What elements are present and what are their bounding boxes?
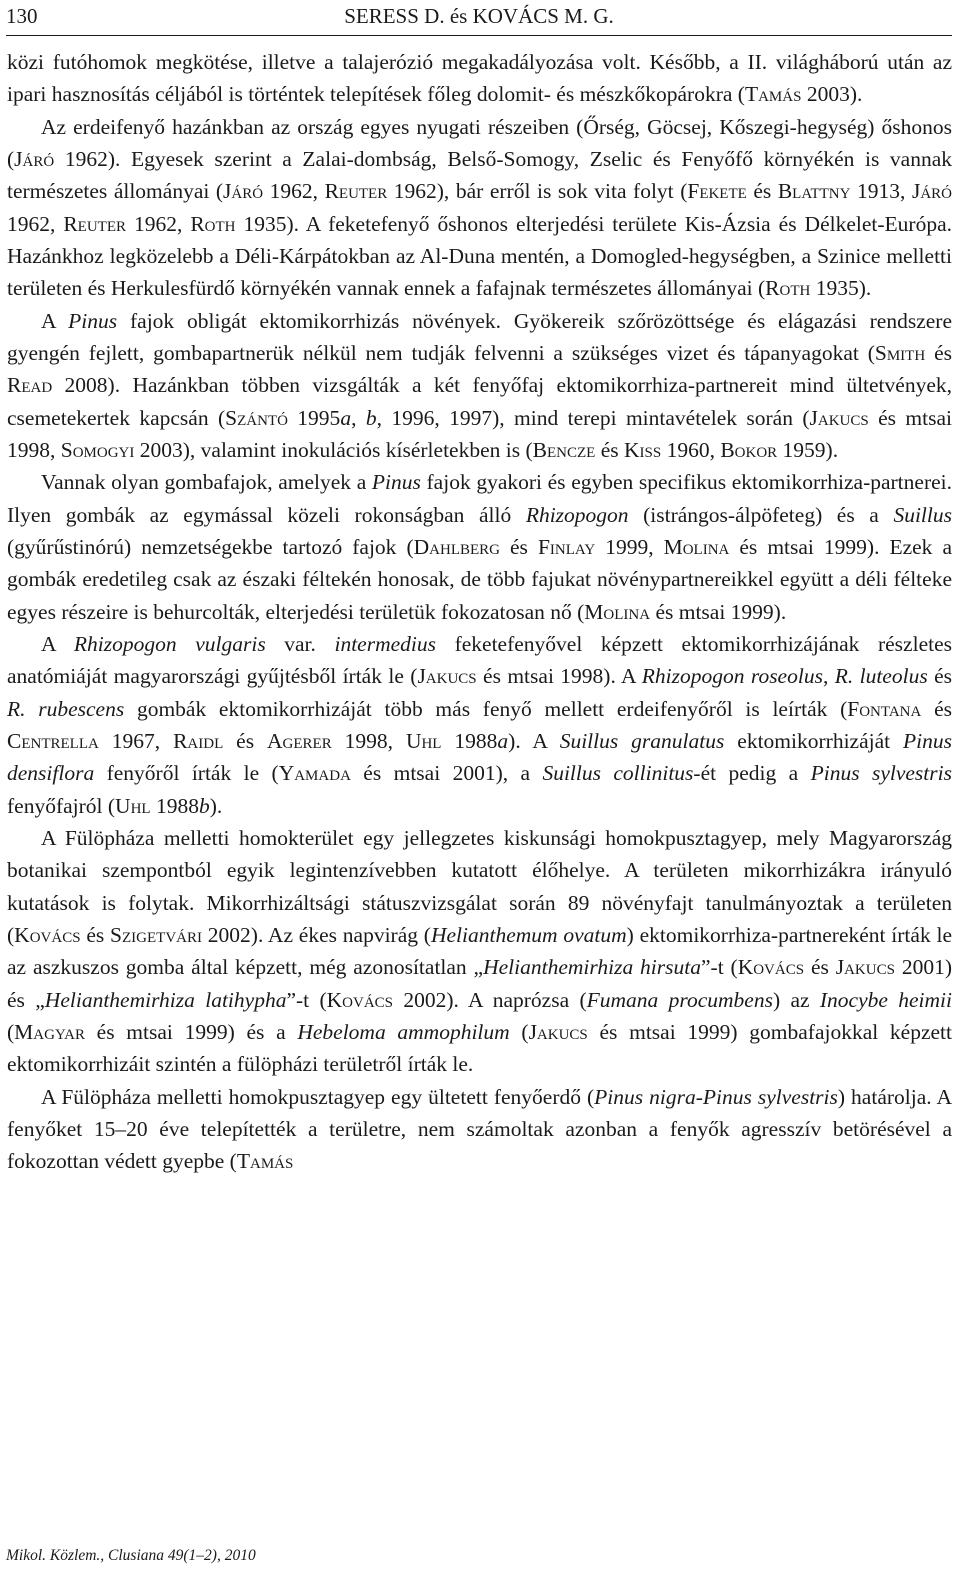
author-name: Tamás (236, 1149, 294, 1174)
text-run: 2003). (801, 82, 863, 107)
text-run: 1959). (777, 437, 839, 462)
text-run: 1988 (150, 793, 199, 818)
text-run: ( (509, 1019, 529, 1044)
text-run: 2001) és „ (7, 955, 952, 1012)
italic-term: a (340, 405, 352, 430)
author-name: Roth (765, 276, 811, 301)
italic-term: Helianthemirhiza hirsuta (483, 955, 701, 980)
italic-term: Rhizopogon vulgaris (73, 631, 266, 656)
text-run: ). (209, 793, 223, 818)
text-run: 1962, (263, 179, 325, 204)
author-name: Molina (584, 599, 651, 624)
text-run: fajok gyakori és egyben specifikus ektomikorrhiza-partnerei. Ilyen gombák az egymással közeli rokonságban álló (7, 470, 953, 527)
italic-term: Pinus sylvestris (810, 761, 952, 786)
text-run: ) határolja. A fenyőket 15–20 éve telepítették a területre, nem számoltak azonban a fenyők agresszív betörésével a fokozottan védett gyepbe ( (7, 1084, 952, 1174)
author-name: Kovács (326, 987, 394, 1012)
author-name: Jakucs (417, 664, 477, 689)
text-run: fajok obligát ektomikorrhizás növények. Gyökereik szőrözöttsége és elágazási rendszere gyengén fejlett, gombapartnerük nélkül nem tudják felvenni a szükséges vizet és tápanyagokat ( (7, 308, 952, 365)
text-run: és mtsai 1999) és a (84, 1019, 298, 1044)
text-run: , (822, 664, 835, 689)
text-run: és mtsai 1998). A (476, 664, 642, 689)
author-name: Tamás (744, 82, 802, 107)
italic-term: Helianthemirhiza latihypha (44, 987, 287, 1012)
author-name: Szigetvári (110, 922, 202, 947)
running-title: SERESS D. és KOVÁCS M. G. (344, 4, 614, 28)
italic-term: b (365, 405, 377, 430)
text-run: ). A (508, 728, 560, 753)
author-name: Fekete (687, 179, 747, 204)
author-name: Agerer (267, 728, 332, 753)
author-name: Uhl (115, 793, 151, 818)
author-name: Smith (874, 340, 926, 365)
text-run: feketefenyővel képzett ektomikorrhizájának részletes anatómiáját magyarországi gyűjtésből írták le ( (7, 631, 952, 689)
italic-term: Suillus granulatus (559, 728, 725, 753)
text-run: és mtsai 1998, (7, 405, 952, 462)
text-run: és (595, 437, 624, 462)
text-run: 1962), bár erről is sok vita folyt ( (387, 179, 688, 204)
author-name: Bencze (532, 437, 596, 462)
header-rule (6, 35, 952, 36)
text-run: és (925, 340, 952, 365)
author-name: Szántó (225, 405, 288, 430)
author-name: Fontana (847, 696, 922, 721)
text-run: és mtsai 1999) gombafajokkal képzett ektomikorrhizáit szintén a fülöpházi területről írták le. (7, 1019, 953, 1077)
italic-term: R. rubescens (7, 696, 125, 721)
author-name: Reuter (63, 211, 127, 236)
text-run: fenyőfajról ( (7, 793, 116, 818)
author-name: Centrella (7, 728, 99, 753)
paragraph (7, 111, 952, 305)
author-name: Kovács (14, 922, 81, 947)
article-body (7, 46, 952, 1177)
text-run: és (746, 179, 778, 204)
text-run: A Fülöpháza melletti homokpusztagyep egy ültetett fenyőerdő ( (41, 1084, 595, 1109)
italic-term: Inocybe heimii (819, 987, 953, 1012)
author-name: Somogyi (60, 437, 135, 462)
text-run: ”-t ( (701, 955, 738, 980)
paragraph (7, 305, 952, 467)
text-run: 2002). Az ékes napvirág ( (202, 922, 431, 947)
text-run: 1962). Egyesek szerint a Zalai-dombság, Belső-Somogy, Zselic és Fenyőfő környékén is vannak természetes állományai ( (7, 146, 952, 204)
author-name: Kiss (623, 437, 662, 462)
text-run: 1962, (7, 211, 64, 236)
paragraph (7, 628, 952, 822)
paragraph (7, 1081, 952, 1178)
author-name: Magyar (14, 1019, 85, 1044)
author-name: Kovács (737, 955, 805, 980)
author-name: Reuter (324, 179, 388, 204)
author-name: Jakucs (835, 955, 895, 980)
text-run: A Fülöpháza melletti homokterület egy jellegzetes kiskunsági homokpusztagyep, mely Magyarország botanikai szempontból egyik legintenzívebben kutatott élőhelye. A területen mikorrhizákra irányuló kutatások is folytak. Mikorrhizáltsági státuszvizsgálat során 89 növényfajt tanulmányoztak a területen ( (7, 825, 952, 947)
text-run: gombák ektomikorrhizáját több más fenyő mellett erdeifenyőről is leírták ( (124, 696, 848, 721)
italic-term: R. luteolus (834, 664, 928, 689)
author-name: Uhl (405, 728, 442, 753)
italic-term: b (198, 793, 210, 818)
page-header (6, 2, 952, 30)
italic-term: Hebeloma ammophilum (297, 1019, 510, 1044)
author-name: Blattny (777, 179, 851, 204)
italic-term: Pinus nigra-Pinus sylvestris (594, 1084, 838, 1109)
author-name: Járó (14, 146, 55, 171)
text-run: 1960, (661, 437, 721, 462)
text-run: , (351, 405, 366, 430)
italic-term: Suillus collinitus (542, 761, 694, 786)
author-name: Bokor (720, 437, 778, 462)
text-run: és (80, 922, 111, 947)
text-run: és (921, 696, 952, 721)
paragraph (7, 46, 952, 111)
text-run: és (499, 534, 538, 559)
text-run: 2008). Hazánkban többen vizsgálták a két fenyőfaj ektomikorrhiza-partnereit mind ültetvények, csemetekertek kapcsán ( (7, 373, 952, 430)
text-run: Az erdeifenyő hazánkban az ország egyes nyugati részeiben (Őrség, Göcsej, Kőszegi-hegység) őshonos ( (7, 114, 952, 171)
text-run: 1999, (595, 534, 664, 559)
text-run: 1935). (810, 276, 872, 301)
italic-term: Pinus (68, 308, 118, 333)
italic-term: intermedius (334, 631, 436, 656)
text-run: és mtsai 2001), a (350, 761, 543, 786)
text-run: 2002). A naprózsa ( (393, 987, 587, 1012)
text-run: var. (265, 631, 335, 656)
text-run: 1962, (126, 211, 191, 236)
page-number: 130 (6, 4, 38, 28)
author-name: Járó (223, 179, 264, 204)
text-run: Vannak olyan gombafajok, amelyek a (41, 470, 372, 495)
paragraph (7, 466, 952, 628)
author-name: Molina (663, 534, 730, 559)
author-name: Járó (911, 179, 952, 204)
italic-term: a (497, 728, 509, 753)
author-name: Jakucs (528, 1019, 588, 1044)
author-name: Dahlberg (413, 534, 500, 559)
author-name: Read (7, 373, 53, 398)
text-run: és (927, 664, 952, 689)
italic-term: Helianthemum ovatum (430, 922, 627, 947)
italic-term: Suillus (893, 502, 952, 527)
text-run: és (804, 955, 836, 980)
text-run: ”-t ( (286, 987, 327, 1012)
text-run: ektomikorrhizáját (724, 728, 904, 753)
text-run: fenyőről írták le ( (94, 761, 279, 786)
author-name: Jakucs (809, 405, 869, 430)
text-run: ) ektomikorrhiza-partnereként írták le az aszkuszos gomba által képzett, még azonosítatlan „ (7, 922, 953, 980)
author-name: Yamada (278, 761, 351, 786)
text-run: 1998, (331, 728, 406, 753)
text-run: A (41, 631, 74, 656)
author-name: Roth (190, 211, 236, 236)
author-name: Raidl (173, 728, 224, 753)
text-run: 1935). A feketefenyő őshonos elterjedési területe Kis-Ázsia és Délkelet-Európa. Hazánkhoz legközelebb a Déli-Kárpátokban az Al-Duna mentén, a Domogled-hegységben, a Szinice melletti területen és Herkulesfürdő környékén vannak ennek a fafajnak természetes állományai ( (7, 211, 952, 301)
text-run: és (223, 728, 267, 753)
text-run: 1967, (98, 728, 174, 753)
text-run: és mtsai 1999). Ezek a gombák eredetileg csak az északi féltekén honosak, de több fajukat növénypartnereikkel együtt a déli félteke egyes részeire is behurcolták, elterjedési területük fokozatosan nő ( (7, 534, 952, 624)
italic-term: Pinus densiflora (7, 728, 953, 786)
italic-term: Rhizopogon roseolus (641, 664, 823, 689)
text-run: (gyűrűstinórú) nemzetségekbe tartozó fajok ( (7, 534, 414, 559)
text-run: 1913, (850, 179, 912, 204)
text-run: 1995 (287, 405, 341, 430)
text-run: és mtsai 1999). (650, 599, 787, 624)
italic-term: Fumana procumbens (586, 987, 773, 1012)
author-name: Finlay (537, 534, 596, 559)
italic-term: Rhizopogon (525, 502, 629, 527)
text-run: ) az (772, 987, 820, 1012)
text-run: -ét pedig a (693, 761, 811, 786)
text-run: ( (7, 1019, 15, 1044)
text-run: (istrángos-álpöfeteg) és a (628, 502, 894, 527)
paragraph (7, 822, 952, 1081)
text-run: A (41, 308, 69, 333)
journal-citation: Mikol. Közlem., Clusiana 49(1–2), 2010 (6, 1547, 256, 1564)
text-run: 1988 (441, 728, 498, 753)
text-run: közi futóhomok megkötése, illetve a talajerózió megakadályozása volt. Később, a II. világháború után az ipari hasznosítás céljából is történtek telepítések főleg dolomit- és mészkőkopárokra ( (7, 50, 952, 107)
text-run: , 1996, 1997), mind terepi mintavételek során ( (376, 405, 810, 430)
italic-term: Pinus (371, 470, 421, 495)
text-run: 2003), valamint inokulációs kísérletekben is ( (134, 437, 533, 462)
